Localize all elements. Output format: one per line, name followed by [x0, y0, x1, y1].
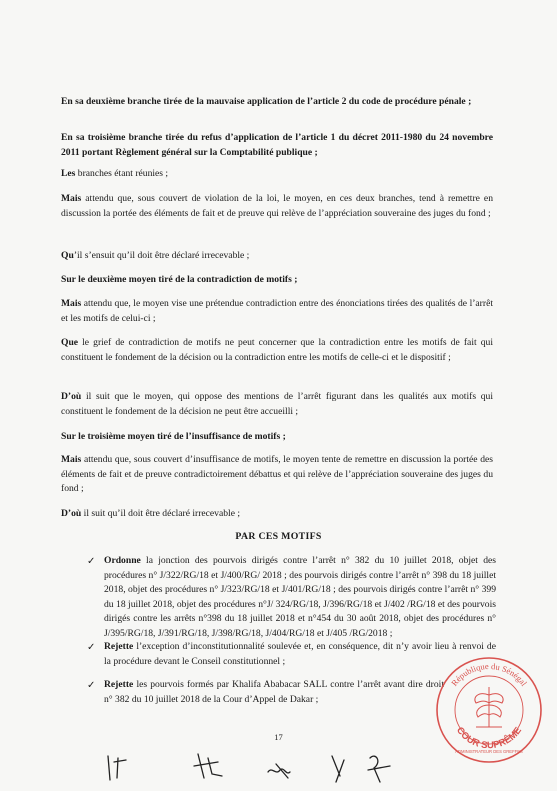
signature-mark: [108, 756, 110, 780]
check-icon: ✓: [87, 680, 96, 691]
lead-word: D’où: [61, 391, 82, 402]
paragraph: [61, 249, 493, 264]
heading-deuxieme-moyen: [61, 273, 493, 288]
signature-mark: [332, 756, 344, 782]
lead-word: Mais: [61, 454, 82, 465]
signature-mark: [268, 764, 290, 778]
signature-initials: [100, 748, 420, 784]
signature-mark: [368, 756, 390, 782]
stamp-emblem-icon: [475, 687, 503, 727]
signature-mark: [194, 754, 222, 778]
lead-word: Mais: [61, 193, 82, 204]
court-stamp: [434, 655, 544, 765]
lead-word: D’où: [61, 508, 82, 519]
check-icon: ✓: [87, 556, 96, 567]
heading-troisieme-moyen: [61, 430, 493, 445]
lead-word: Que: [61, 337, 79, 348]
paragraph-text: attendu que, sous couvert d’insuffisance de motifs, le moyen tente de remettre en discussion la portée des éléments de fait et de preuve contradictoirement débattus et qui relève de l’appréciation souveraine des juges du fond ;: [61, 454, 493, 494]
heading-deuxieme-branche: [61, 95, 493, 110]
stamp-text-bottom: COUR SUPRÊME: [453, 725, 525, 752]
dispositif-item: [104, 678, 444, 707]
paragraph-text: attendu que, sous couvert de violation de la loi, le moyen, en ces deux branches, tend à remettre en discussion la portée des éléments de fait et de preuve qui relève de l’appréciation souveraine des juges du fond ;: [61, 193, 493, 219]
paragraph-text: branches étant réunies ;: [75, 168, 169, 179]
lead-word: Rejette: [104, 641, 134, 652]
paragraph-text: le grief de contradiction de motifs ne peut concerner que la contradiction entre les motifs de fait qui constituent le fondement de la décision ou la contradiction entre les motifs de celle-ci et le dispositif ;: [61, 337, 493, 363]
stamp-text-top: République du Sénégal: [448, 660, 530, 688]
paragraph-text: Sur le troisième moyen tiré de l’insuffisance de motifs ;: [61, 431, 286, 442]
heading-troisieme-branche: [61, 131, 493, 160]
paragraph-text: En sa deuxième branche tirée de la mauvaise application de l’article 2 du code de procédure pénale ;: [61, 96, 472, 107]
paragraph-text: il suit que le moyen, qui oppose des mentions de l’arrêt figurant dans les qualités aux motifs qui constituent le fondement de la décision ne peut être accueilli ;: [61, 391, 493, 417]
page-number: 17: [274, 732, 283, 742]
lead-word: Les: [61, 168, 76, 179]
check-icon: ✓: [87, 642, 96, 653]
paragraph: [61, 336, 493, 365]
paragraph: [61, 192, 493, 221]
paragraph: [61, 390, 493, 419]
paragraph-text: ’il s’ensuit qu’il doit être déclaré irrecevable ;: [73, 250, 250, 261]
lead-word: Qu: [61, 250, 74, 261]
lead-word: Mais: [61, 298, 82, 309]
paragraph-text: Sur le deuxième moyen tiré de la contradiction de motifs ;: [61, 274, 298, 285]
paragraph-text: attendu que, le moyen vise une prétendue contradiction entre des énonciations tirées des qualités de l’arrêt et les motifs de celui-ci ;: [61, 298, 493, 324]
signature-mark: [114, 758, 126, 778]
paragraph-text: les pourvois formés par Khalifa Ababacar SALL contre l’arrêt avant dire droit n° 382 du 10 juillet 2018 de la Cour d’Appel de Dakar ;: [104, 679, 444, 705]
paragraph-text: il suit qu’il doit être déclaré irrecevable ;: [81, 508, 241, 519]
lead-word: Rejette: [104, 679, 134, 690]
paragraph-text: En sa troisième branche tirée du refus d’application de l’article 1 du décret 2011-1980 du 24 novembre 2011 portant Règlement général sur la Comptabilité publique ;: [61, 132, 493, 158]
paragraph: [61, 297, 493, 326]
paragraph: [61, 507, 493, 522]
paragraph: [61, 167, 493, 182]
paragraph-text: l’exception d’inconstitutionnalité soulevée et, en conséquence, dit n’y avoir lieu à renvoi de la procédure devant le Conseil constitutionnel ;: [104, 641, 496, 667]
dispositif-item: [104, 554, 496, 641]
paragraph: [61, 453, 493, 497]
paragraph-text: la jonction des pourvois dirigés contre l’arrêt n° 382 du 10 juillet 2018, objet des procédures n° J/322/RG/18 et J/400/RG/ 2018 ; des pourvois dirigés contre l’arrêt n° 398 du 18 juillet 2018, objet des procédures n° J/323/RG/18 et J/401/RG/18 ; des pourvois dirigés contre l’arrêt n° 399 du 18 juillet 2018, objet des procédures n°J/ 324/RG/18, J/396/RG/18 et J/402 /RG/18 et des pourvois dirigés contre les arrêts n°398 du 18 juillet 2018 et n°454 du 30 août 2018, objet des procédures n° J/395/RG/18, J/391/RG/18, J/398/RG/18, J/404/RG/18 et J/405 /RG/2018 ;: [104, 555, 496, 639]
stamp-text-middle: ADMINISTRATEUR DES GREFFES: [455, 749, 523, 754]
motifs-title: PAR CES MOTIFS: [235, 531, 322, 542]
lead-word: Ordonne: [104, 555, 141, 566]
